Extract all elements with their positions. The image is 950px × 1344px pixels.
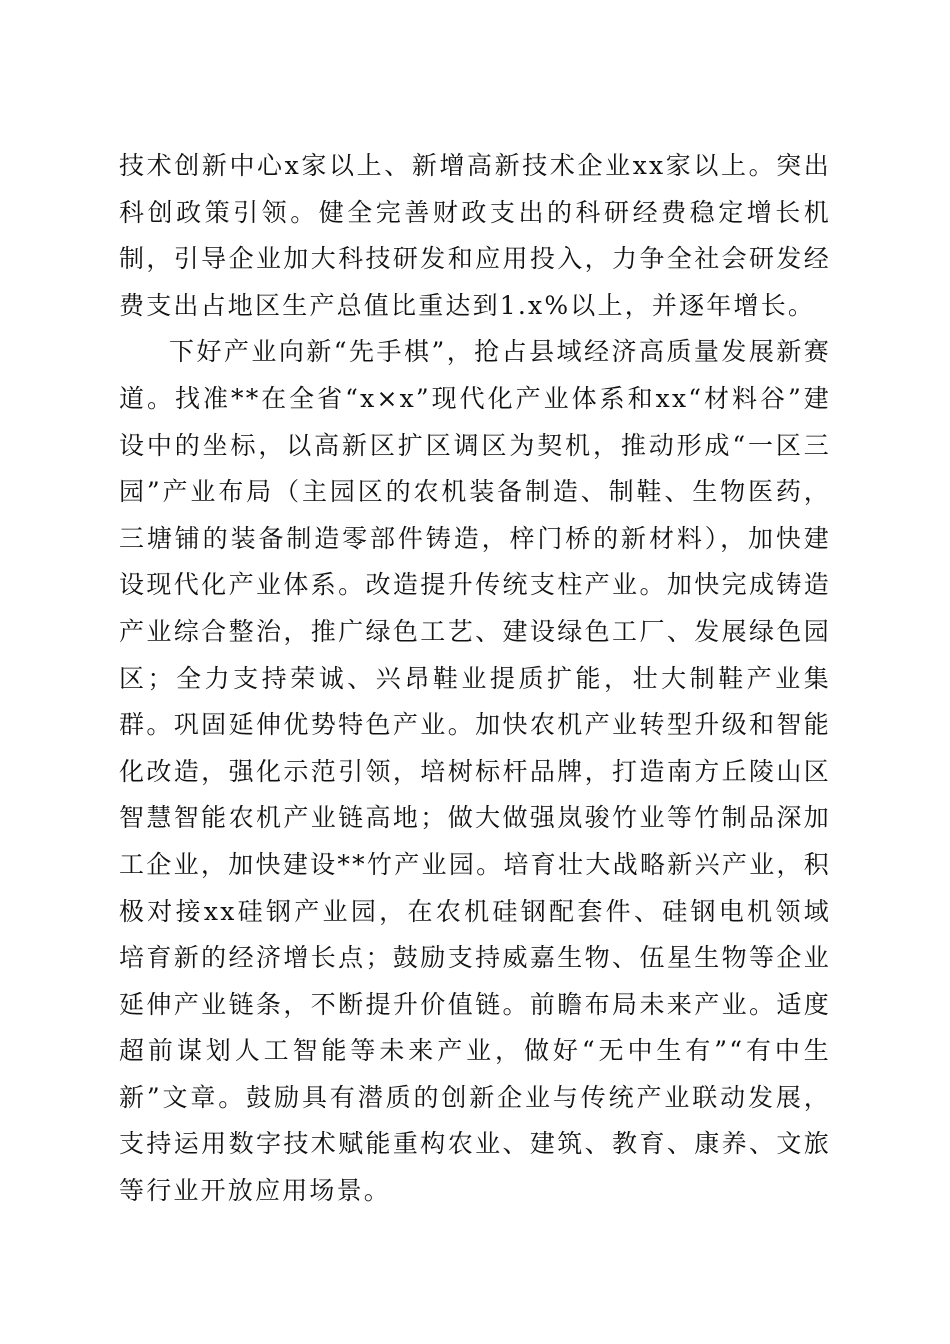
paragraph-industry: 下好产业向新“先手棋”，抢占县域经济高质量发展新赛道。找准**在全省“x×x”现代化产业体系和xx“材料谷”建设中的坐标，以高新区扩区调区为契机，推动形成“一区三园”产业布局（主园区的农机装备制造、制鞋、生物医药，三塘铺的装备制造零部件铸造，梓门桥的新材料），加快建设现代化产业体系。改造提升传统支柱产业。加快完成铸造产业综合整治，推广绿色工艺、建设绿色工厂、发展绿色园区；全力支持荣诚、兴昂鞋业提质扩能，壮大制鞋产业集群。巩固延伸优势特色产业。加快农机产业转型升级和智能化改造，强化示范引领，培树标杆品牌，打造南方丘陵山区智慧智能农机产业链高地；做大做强岚骏竹业等竹制品深加工企业，加快建设**竹产业园。培育壮大战略新兴产业，积极对接xx硅钢产业园，在农机硅钢配套件、硅钢电机领域培育新的经济增长点；鼓励支持威嘉生物、伍星生物等企业延伸产业链条，不断提升价值链。前瞻布局未来产业。适度超前谋划人工智能等未来产业，做好“无中生有”“有中生新”文章。鼓励具有潜质的创新企业与传统产业联动发展，支持运用数字技术赋能重构农业、建筑、教育、康养、文旅等行业开放应用场景。 [119,337,831,1206]
document-body [119,143,831,1215]
paragraph-continuation: 技术创新中心x家以上、新增高新技术企业xx家以上。突出科创政策引领。健全完善财政支出的科研经费稳定增长机制，引导企业加大科技研发和应用投入，力争全社会研发经费支出占地区生产总值比重达到1.x%以上，并逐年增长。 [119,151,831,320]
